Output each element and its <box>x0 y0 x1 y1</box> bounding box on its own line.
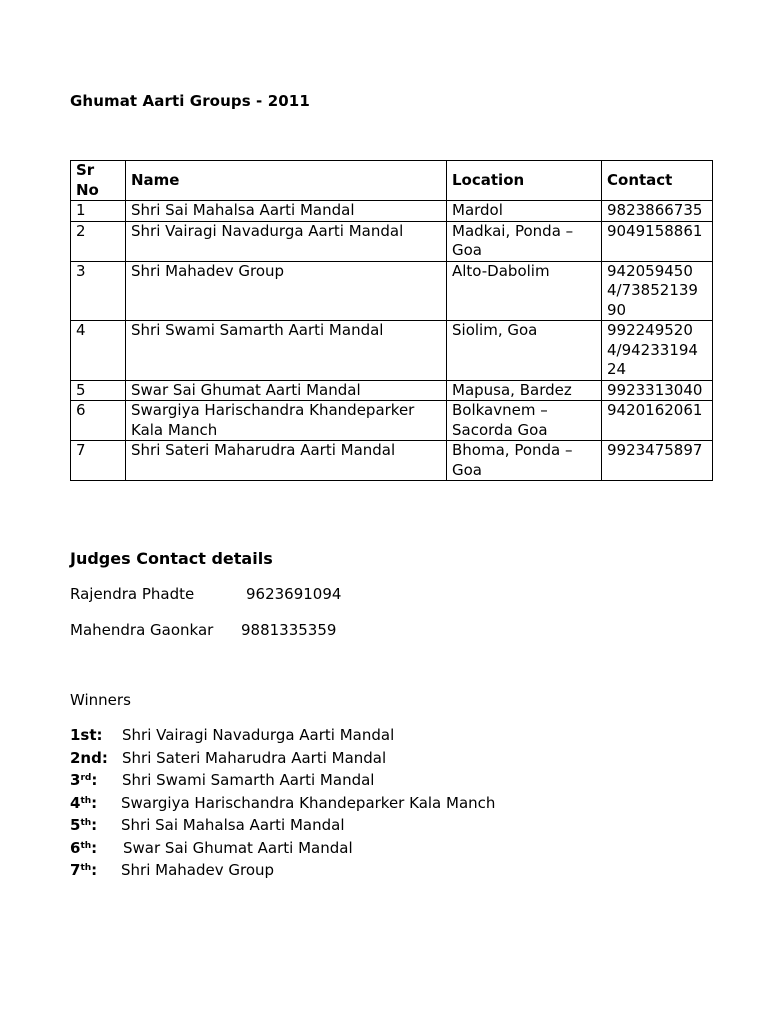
cell-location: Siolim, Goa <box>447 321 602 381</box>
judge-name: Rajendra Phadte <box>70 585 195 603</box>
judge-entry <box>70 621 336 639</box>
table-row <box>71 321 713 381</box>
winner-entry <box>70 726 394 744</box>
table-row <box>71 401 713 441</box>
judges-heading: Judges Contact details <box>70 549 273 568</box>
cell-sr: 6 <box>71 401 126 441</box>
winner-rank: 3rd: <box>70 771 98 789</box>
winner-entry <box>70 794 495 812</box>
winner-rank: 4th: <box>70 794 98 812</box>
cell-name: Shri Sai Mahalsa Aarti Mandal <box>126 201 447 222</box>
cell-sr: 3 <box>71 261 126 321</box>
winner-entry <box>70 839 353 857</box>
cell-contact: 9922495204/9423319424 <box>602 321 713 381</box>
cell-contact: 9923313040 <box>602 380 713 401</box>
header-name: Name <box>126 161 447 201</box>
winner-entry <box>70 771 374 789</box>
winner-rank: 2nd: <box>70 749 108 767</box>
groups-table <box>70 160 713 481</box>
table-row <box>71 221 713 261</box>
cell-sr: 7 <box>71 441 126 481</box>
winner-entry <box>70 816 345 834</box>
cell-location: Mapusa, Bardez <box>447 380 602 401</box>
judge-name: Mahendra Gaonkar <box>70 621 214 639</box>
winner-name: Shri Swami Samarth Aarti Mandal <box>122 771 375 789</box>
winner-rank: 1st: <box>70 726 103 744</box>
table-row <box>71 441 713 481</box>
judge-phone: 9623691094 <box>246 585 342 603</box>
winner-name: Swargiya Harischandra Khandeparker Kala Manch <box>121 794 496 812</box>
judge-phone: 9881335359 <box>241 621 337 639</box>
winner-entry <box>70 861 274 879</box>
cell-name: Swar Sai Ghumat Aarti Mandal <box>126 380 447 401</box>
cell-location: Madkai, Ponda – Goa <box>447 221 602 261</box>
winner-rank: 5th: <box>70 816 98 834</box>
cell-name: Swargiya Harischandra Khandeparker Kala Manch <box>126 401 447 441</box>
winner-name: Swar Sai Ghumat Aarti Mandal <box>123 839 353 857</box>
judge-entry <box>70 585 341 603</box>
cell-location: Mardol <box>447 201 602 222</box>
cell-sr: 4 <box>71 321 126 381</box>
cell-name: Shri Swami Samarth Aarti Mandal <box>126 321 447 381</box>
cell-location: Bhoma, Ponda – Goa <box>447 441 602 481</box>
cell-contact: 9823866735 <box>602 201 713 222</box>
cell-sr: 5 <box>71 380 126 401</box>
winner-rank: 7th: <box>70 861 98 879</box>
winner-name: Shri Sai Mahalsa Aarti Mandal <box>121 816 345 834</box>
cell-name: Shri Vairagi Navadurga Aarti Mandal <box>126 221 447 261</box>
page-title: Ghumat Aarti Groups - 2011 <box>70 92 310 110</box>
cell-contact: 9420594504/7385213990 <box>602 261 713 321</box>
winners-heading: Winners <box>70 691 131 709</box>
winner-name: Shri Vairagi Navadurga Aarti Mandal <box>122 726 395 744</box>
table-header-row <box>71 161 713 201</box>
table-row <box>71 201 713 222</box>
header-location: Location <box>447 161 602 201</box>
header-sr-no: Sr No <box>71 161 126 201</box>
winner-entry <box>70 749 386 767</box>
winner-name: Shri Sateri Maharudra Aarti Mandal <box>122 749 387 767</box>
winner-rank: 6th: <box>70 839 98 857</box>
cell-sr: 1 <box>71 201 126 222</box>
cell-contact: 9923475897 <box>602 441 713 481</box>
cell-location: Alto-Dabolim <box>447 261 602 321</box>
winner-name: Shri Mahadev Group <box>121 861 275 879</box>
table-row <box>71 380 713 401</box>
table-row <box>71 261 713 321</box>
cell-contact: 9049158861 <box>602 221 713 261</box>
cell-name: Shri Sateri Maharudra Aarti Mandal <box>126 441 447 481</box>
cell-contact: 9420162061 <box>602 401 713 441</box>
cell-location: Bolkavnem – Sacorda Goa <box>447 401 602 441</box>
cell-name: Shri Mahadev Group <box>126 261 447 321</box>
cell-sr: 2 <box>71 221 126 261</box>
header-contact: Contact <box>602 161 713 201</box>
